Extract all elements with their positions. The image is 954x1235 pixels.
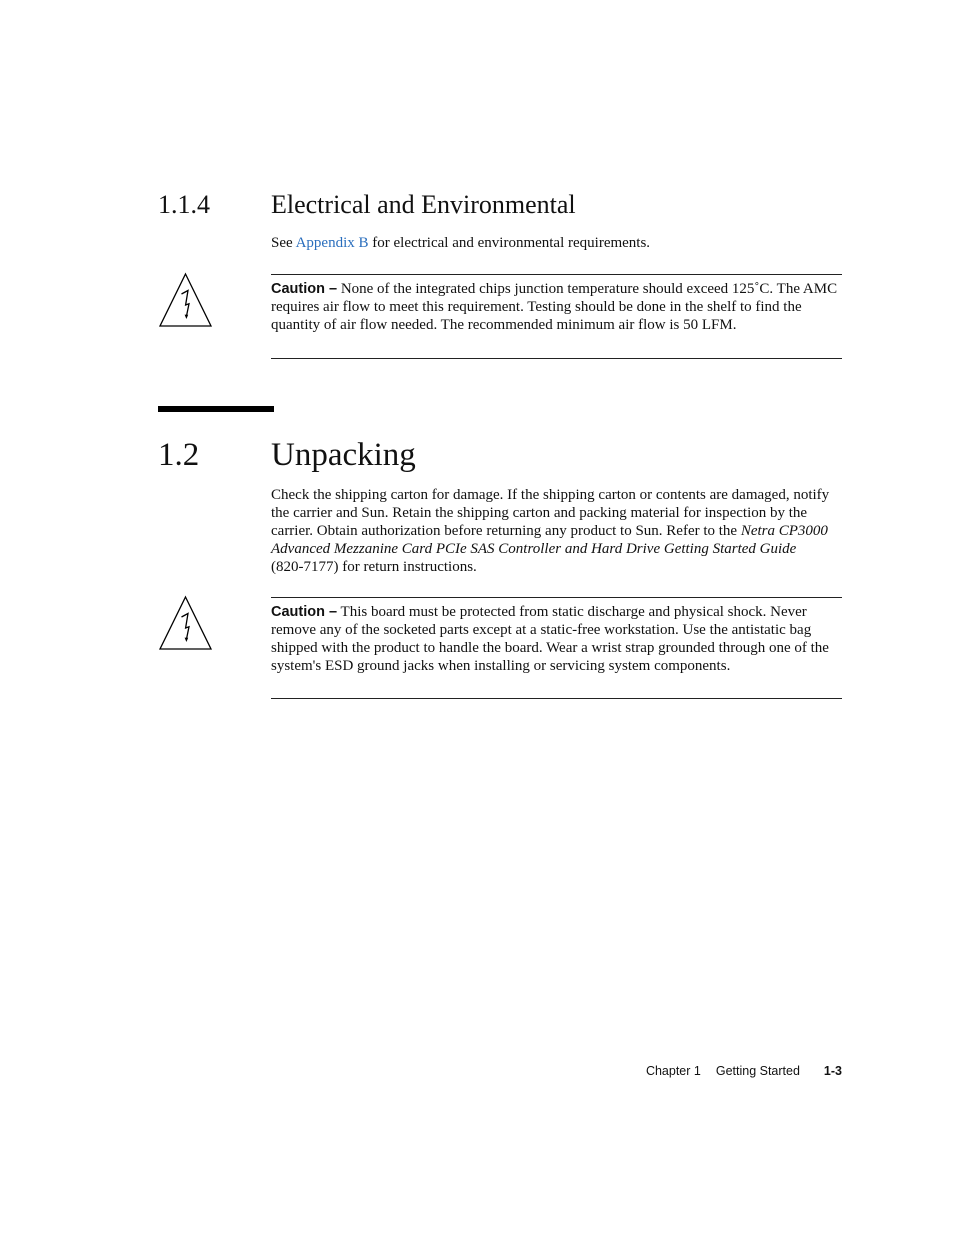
page-footer (646, 1064, 842, 1078)
unpacking-paragraph (271, 486, 831, 576)
section-title: Electrical and Environmental (271, 190, 576, 219)
caution-text: This board must be protected from static discharge and physical shock. Never remove any of the socketed parts except at a static-free workstation. Use the antistatic bag shipped with the product to handle the board. Wear a wrist strap grounded through one of the system's ESD ground jacks when installing or servicing system components. (271, 604, 829, 674)
section-title: Unpacking (271, 437, 416, 473)
caution-label: Caution – (271, 281, 338, 297)
high-voltage-warning-icon (158, 595, 213, 651)
caution-top-rule (271, 274, 842, 275)
footer-page-number: 1-3 (823, 1064, 842, 1078)
caution-bottom-rule (271, 698, 842, 699)
paragraph-text-after: (820-7177) for return instructions. (271, 559, 477, 575)
guide-title: Netra CP3000 Advanced Mezzanine Card PCIe SAS Controller and Hard Drive Getting Started Guide (271, 523, 828, 557)
footer-chapter-title: Getting Started (715, 1064, 800, 1078)
intro-text-after: for electrical and environmental requirements. (368, 235, 651, 251)
caution-top-rule (271, 597, 842, 598)
intro-text-before: See (271, 235, 296, 251)
caution-text: None of the integrated chips junction temperature should exceed 125˚C. The AMC requires air flow to meet this requirement. Testing should be done in the shelf to find the quantity of air flow needed. The recommended minimum air flow is 50 LFM. (271, 281, 838, 333)
section-divider-bar (158, 406, 274, 412)
caution-box (271, 603, 842, 675)
high-voltage-warning-icon (158, 272, 213, 328)
section-number: 1.2 (158, 437, 200, 473)
caution-box (271, 280, 842, 334)
appendix-b-link[interactable]: Appendix B (295, 235, 369, 251)
caution-label: Caution – (271, 604, 338, 620)
section-number: 1.1.4 (158, 190, 210, 219)
caution-bottom-rule (271, 358, 842, 359)
footer-chapter: Chapter 1 (645, 1064, 701, 1078)
paragraph-text: Check the shipping carton for damage. If the shipping carton or contents are damaged, notify the carrier and Sun. Retain the shipping carton and packing material for inspection by the carrier. Obtain authorization before returning any product to Sun. Refer to the (271, 487, 830, 539)
intro-paragraph (271, 234, 846, 252)
